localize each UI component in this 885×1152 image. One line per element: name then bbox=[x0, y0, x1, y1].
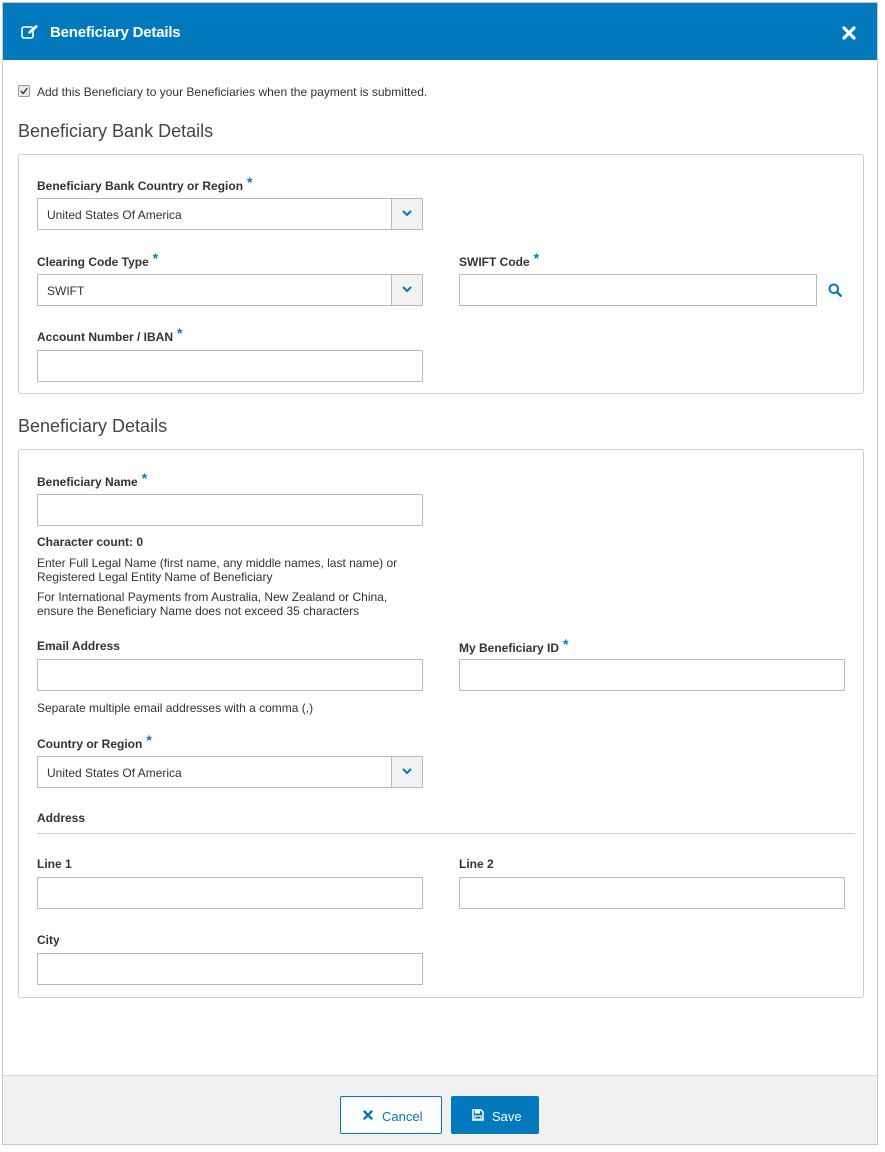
add-beneficiary-checkbox[interactable] bbox=[18, 85, 30, 97]
clearing-code-dropdown-button[interactable] bbox=[391, 275, 422, 305]
city-input[interactable] bbox=[37, 953, 423, 985]
cancel-button[interactable] bbox=[340, 1096, 442, 1134]
my-beneficiary-id-label: My Beneficiary ID * bbox=[459, 636, 569, 655]
chevron-down-icon bbox=[402, 768, 412, 775]
country-select[interactable] bbox=[37, 756, 423, 788]
address-line1-input[interactable] bbox=[37, 877, 423, 909]
chevron-down-icon bbox=[402, 210, 412, 217]
save-button[interactable] bbox=[451, 1096, 539, 1134]
bank-country-dropdown-button[interactable] bbox=[391, 199, 422, 229]
modal-header bbox=[3, 3, 877, 60]
country-label: Country or Region * bbox=[37, 732, 152, 751]
clearing-code-label: Clearing Code Type * bbox=[37, 250, 159, 269]
bank-country-select[interactable] bbox=[37, 198, 423, 230]
save-label: Save bbox=[492, 1109, 522, 1124]
swift-code-input[interactable] bbox=[459, 274, 817, 306]
swift-code-label: SWIFT Code * bbox=[459, 250, 540, 269]
email-label: Email Address bbox=[37, 639, 120, 653]
required-mark: * bbox=[146, 732, 152, 748]
required-mark: * bbox=[563, 636, 569, 652]
modal-title: Beneficiary Details bbox=[50, 24, 181, 41]
cancel-label: Cancel bbox=[382, 1109, 423, 1124]
floppy-disk-icon bbox=[472, 1109, 484, 1121]
clearing-code-value: SWIFT bbox=[47, 284, 85, 298]
email-input[interactable] bbox=[37, 659, 423, 691]
edit-icon bbox=[21, 24, 39, 40]
city-label: City bbox=[37, 933, 60, 947]
modal-footer bbox=[3, 1075, 877, 1144]
character-count: Character count: 0 bbox=[37, 535, 144, 549]
account-number-label: Account Number / IBAN * bbox=[37, 325, 183, 344]
required-mark: * bbox=[533, 250, 540, 266]
add-beneficiary-label: Add this Beneficiary to your Beneficiaries when the payment is submitted. bbox=[37, 85, 428, 99]
line2-label: Line 2 bbox=[459, 857, 494, 871]
beneficiary-name-label: Beneficiary Name * bbox=[37, 470, 148, 489]
checkmark-icon bbox=[20, 87, 28, 95]
bank-country-value: United States Of America bbox=[47, 208, 182, 222]
bank-details-panel bbox=[18, 154, 864, 394]
country-dropdown-button[interactable] bbox=[391, 757, 422, 787]
close-icon[interactable] bbox=[841, 25, 857, 41]
clearing-code-select[interactable] bbox=[37, 274, 423, 306]
search-icon[interactable] bbox=[828, 283, 842, 297]
details-section-title: Beneficiary Details bbox=[18, 416, 168, 436]
required-mark: * bbox=[247, 174, 253, 190]
required-mark: * bbox=[177, 325, 183, 341]
times-icon bbox=[363, 1110, 373, 1120]
email-help: Separate multiple email addresses with a comma (,) bbox=[37, 701, 314, 715]
my-beneficiary-id-input[interactable] bbox=[459, 659, 845, 691]
address-heading: Address bbox=[37, 811, 86, 825]
address-divider bbox=[37, 833, 855, 834]
beneficiary-name-input[interactable] bbox=[37, 494, 423, 526]
required-mark: * bbox=[152, 250, 159, 266]
country-value: United States Of America bbox=[47, 766, 182, 780]
bank-country-label: Beneficiary Bank Country or Region * bbox=[37, 174, 253, 193]
name-help-line-1: Enter Full Legal Name (first name, any middle names, last name) or bbox=[37, 556, 398, 570]
beneficiary-details-panel bbox=[18, 449, 864, 998]
line1-label: Line 1 bbox=[37, 857, 72, 871]
name-help-line-4: ensure the Beneficiary Name does not exceed 35 characters bbox=[37, 604, 360, 618]
beneficiary-modal bbox=[2, 2, 878, 1145]
bank-section-title: Beneficiary Bank Details bbox=[18, 121, 214, 141]
name-help-line-3: For International Payments from Australia, New Zealand or China, bbox=[37, 590, 388, 604]
account-number-input[interactable] bbox=[37, 350, 423, 382]
address-line2-input[interactable] bbox=[459, 877, 845, 909]
chevron-down-icon bbox=[402, 286, 412, 293]
required-mark: * bbox=[141, 470, 148, 486]
name-help-line-2: Registered Legal Entity Name of Beneficiary bbox=[37, 570, 273, 584]
